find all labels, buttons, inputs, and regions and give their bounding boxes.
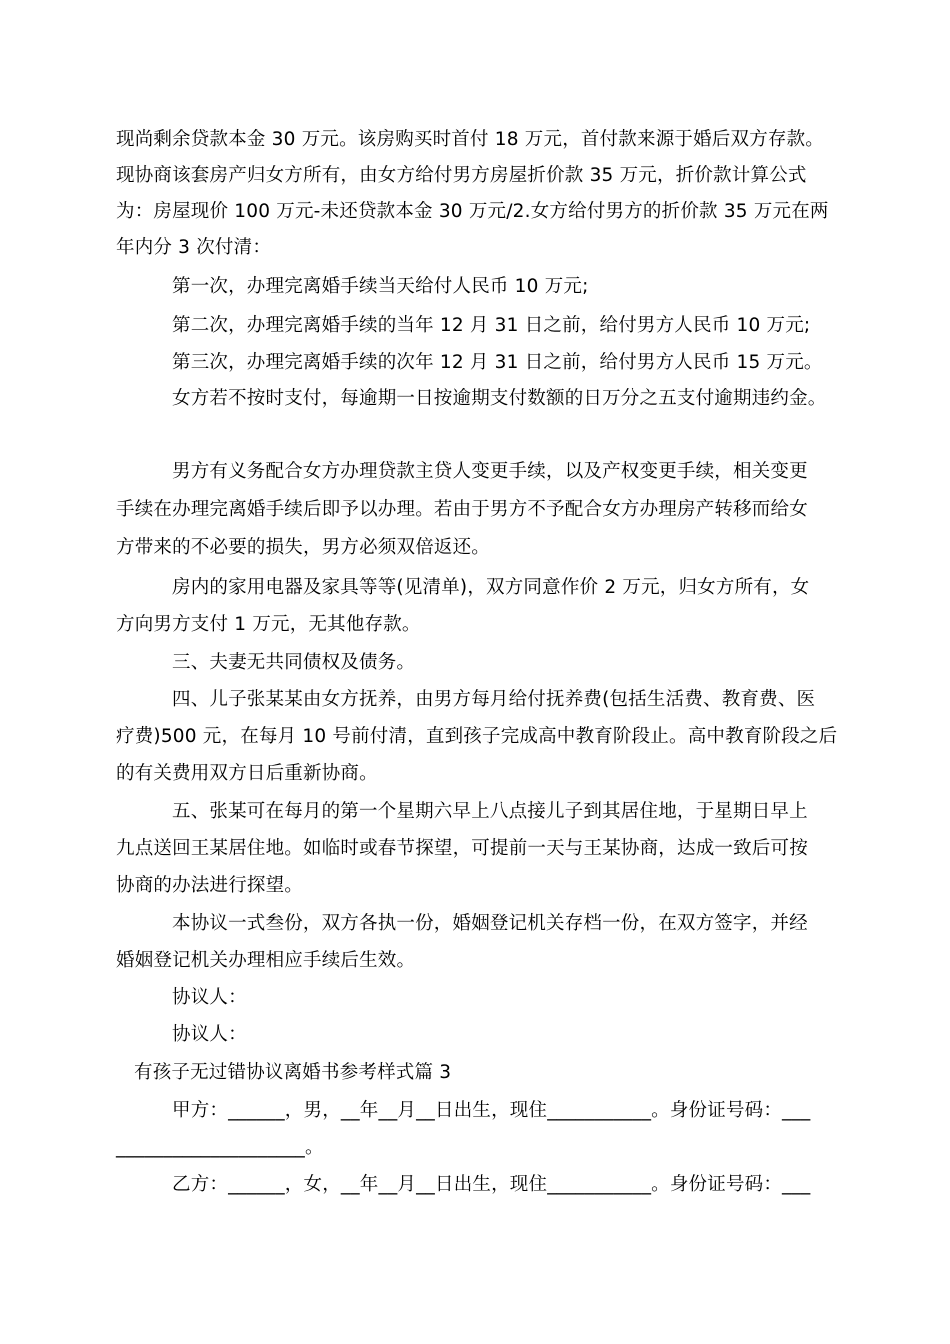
text-line: 疗费)500 元，在每月 10 号前付清，直到孩子完成高中教育阶段止。高中教育阶段之后	[116, 726, 838, 747]
signatory-label: 协议人：	[172, 1024, 247, 1045]
signatory-label: 协议人：	[172, 987, 247, 1008]
text-line: 方向男方支付 1 万元，无其他存款。	[116, 614, 421, 635]
text-line: 三、夫妻无共同债权及债务。	[172, 652, 416, 673]
text-line: 手续在办理完离婚手续后即予以办理。若由于男方不予配合女方办理房产转移而给女	[116, 499, 808, 520]
text-line: 房内的家用电器及家具等等(见清单)，双方同意作价 2 万元，归女方所有，女	[172, 577, 810, 598]
text-line: 四、儿子张某某由女方抚养，由男方每月给付抚养费(包括生活费、教育费、医	[172, 689, 816, 710]
party-a-line: 甲方：______，男，__年__月__日出生，现住___________。身份证号码：___	[172, 1100, 811, 1121]
text-line: 第二次，办理完离婚手续的当年 12 月 31 日之前，给付男方人民币 10 万元;	[172, 315, 811, 336]
text-line: 本协议一式叁份，双方各执一份，婚姻登记机关存档一份，在双方签字，并经	[172, 913, 808, 934]
text-line: 年内分 3 次付清：	[116, 237, 272, 258]
text-line: 为：房屋现价 100 万元-未还贷款本金 30 万元/2.女方给付男方的折价款 35 万元在两	[116, 201, 829, 222]
section-title: 有孩子无过错协议离婚书参考样式篇 3	[134, 1062, 452, 1083]
text-line: 的有关费用双方日后重新协商。	[116, 763, 378, 784]
party-b-line: 乙方：______，女，__年__月__日出生，现住___________。身份证号码：___	[172, 1174, 811, 1195]
text-line: 五、张某可在每月的第一个星期六早上八点接儿子到其居住地，于星期日早上	[172, 801, 808, 822]
text-line: 第三次，办理完离婚手续的次年 12 月 31 日之前，给付男方人民币 15 万元。	[172, 352, 823, 373]
text-line: 婚姻登记机关办理相应手续后生效。	[116, 950, 416, 971]
text-line: 协商的办法进行探望。	[116, 875, 304, 896]
text-line: 女方若不按时支付，每逾期一日按逾期支付数额的日万分之五支付逾期违约金。	[172, 388, 827, 409]
text-line: 现协商该套房产归女方所有，由女方给付男方房屋折价款 35 万元，折价款计算公式	[116, 165, 807, 186]
text-line: 方带来的不必要的损失，男方必须双倍返还。	[116, 537, 491, 558]
party-a-id-continuation: ____________________。	[116, 1137, 324, 1158]
text-line: 现尚剩余贷款本金 30 万元。该房购买时首付 18 万元，首付款来源于婚后双方存款。	[116, 129, 825, 150]
text-line: 九点送回王某居住地。如临时或春节探望，可提前一天与王某协商，达成一致后可按	[116, 838, 808, 859]
text-line: 男方有义务配合女方办理贷款主贷人变更手续，以及产权变更手续，相关变更	[172, 461, 808, 482]
text-line: 第一次，办理完离婚手续当天给付人民币 10 万元;	[172, 276, 589, 297]
